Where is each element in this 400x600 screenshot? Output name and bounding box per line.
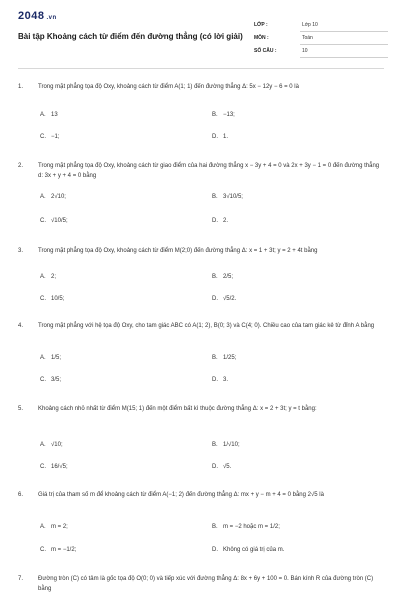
meta-underline [300,57,388,58]
question-text: Trong mặt phẳng tọa độ Oxy, khoảng cách từ điểm M(2;0) đến đường thẳng Δ: x = 1 + 3t; y = 2 + 4t bằng [38,248,318,254]
answer-text: √5. [223,464,232,470]
answer-label: C. [40,296,46,302]
meta-key: LỚP : [254,22,268,28]
answer-label: D. [212,218,218,224]
meta-row-class [254,20,388,33]
answer-label: D. [212,377,218,383]
answer-text: −1; [51,134,60,140]
answer-text: m = −2 hoặc m = 1/2; [223,524,280,530]
answer-label: B. [212,112,218,118]
answer-text: −13; [223,112,235,118]
answer-label: C. [40,547,46,553]
answer-label: B. [212,274,218,280]
meta-row-subject [254,33,388,46]
answer-label: D. [212,464,218,470]
answer-text: 3√10/5; [223,194,243,200]
answer-label: C. [40,218,46,224]
answer-text: m = −1/2; [51,547,77,553]
meta-row-count [254,46,388,59]
answer-text: 3. [223,377,229,383]
page-title: Bài tập Khoảng cách từ điểm đến đường thẳng (có lời giải) [18,32,243,41]
answer-label: A. [40,112,46,118]
answer-text: 1/√10; [223,442,240,448]
answer-label: A. [40,524,46,530]
meta-key: MÔN : [254,35,269,41]
answer-text: √10/5; [51,218,68,224]
answer-label: A. [40,274,46,280]
question-text: Đường tròn (C) có tâm là gốc tọa độ O(0; 0) và tiếp xúc với đường thẳng Δ: 8x + 6y + 100 = 0. Bán kính R của đường tròn (C) bằng [38,576,374,592]
answer-text: 2. [223,218,229,224]
answer-text: 16/√5; [51,464,68,470]
answer-text: √10; [51,442,63,448]
logo-text: 2048 [18,10,45,22]
answer-text: Không có giá trị của m. [223,547,285,553]
answer-text: 2; [51,274,57,280]
question-number: 6. [18,492,24,498]
meta-underline [300,44,388,45]
answer-label: B. [212,524,218,530]
question-number: 5. [18,406,24,412]
answer-text: 2/5; [223,274,234,280]
meta-value: 10 [302,48,308,54]
answer-label: C. [40,134,46,140]
answer-label: A. [40,194,46,200]
answer-text: m = 2; [51,524,68,530]
answer-label: B. [212,442,218,448]
meta-info [254,20,388,59]
answer-text: 13 [51,112,58,118]
meta-value: Lớp 10 [302,22,318,28]
answer-text: 1/5; [51,355,62,361]
question-text: Giá trị của tham số m để khoảng cách từ điểm A(−1; 2) đến đường thẳng Δ: mx + y − m + 4 = 0 bằng 2√5 là [38,492,324,498]
answer-text: √5/2. [223,296,237,302]
meta-value: Toán [302,35,313,41]
answer-label: C. [40,377,46,383]
question-number: 3. [18,248,24,254]
logo-suffix: .vn [46,15,57,21]
answer-text: 1/25; [223,355,237,361]
question-number: 1. [18,84,24,90]
answer-text: 10/5; [51,296,65,302]
answer-label: B. [212,194,218,200]
answer-label: B. [212,355,218,361]
question-number: 4. [18,323,24,329]
question-number: 7. [18,576,24,582]
question-text: Khoảng cách nhỏ nhất từ điểm M(15; 1) đến một điểm bất kì thuộc đường thẳng Δ: x = 2 + 3t; y = t bằng: [38,406,317,412]
answer-text: 3/5; [51,377,62,383]
answer-label: A. [40,355,46,361]
answer-label: C. [40,464,46,470]
site-logo[interactable] [18,10,57,22]
question-text: Trong mặt phẳng tọa độ Oxy, khoảng cách từ điểm A(1; 1) đến đường thẳng Δ: 5x − 12y − 6 = 0 là [38,84,299,90]
meta-key: SỐ CÂU : [254,48,277,54]
header-divider [18,68,384,69]
question-text: Trong mặt phẳng với hệ tọa độ Oxy, cho tam giác ABC có A(1; 2), B(0; 3) và C(4; 0). Chiều cao của tam giác kẻ từ đỉnh A bằng [38,323,375,329]
answer-label: D. [212,296,218,302]
meta-underline [300,31,388,32]
answer-label: D. [212,547,218,553]
answer-label: A. [40,442,46,448]
answer-text: 2√10; [51,194,66,200]
question-text: Trong mặt phẳng tọa độ Oxy, khoảng cách từ giao điểm của hai đường thẳng x − 3y + 4 = 0 và 2x + 3y − 1 = 0 đến đường thẳng d: 3x + y + 4 = 0 bằng [38,163,380,179]
answer-text: 1. [223,134,229,140]
header [18,10,388,62]
answer-label: D. [212,134,218,140]
question-number: 2. [18,163,24,169]
